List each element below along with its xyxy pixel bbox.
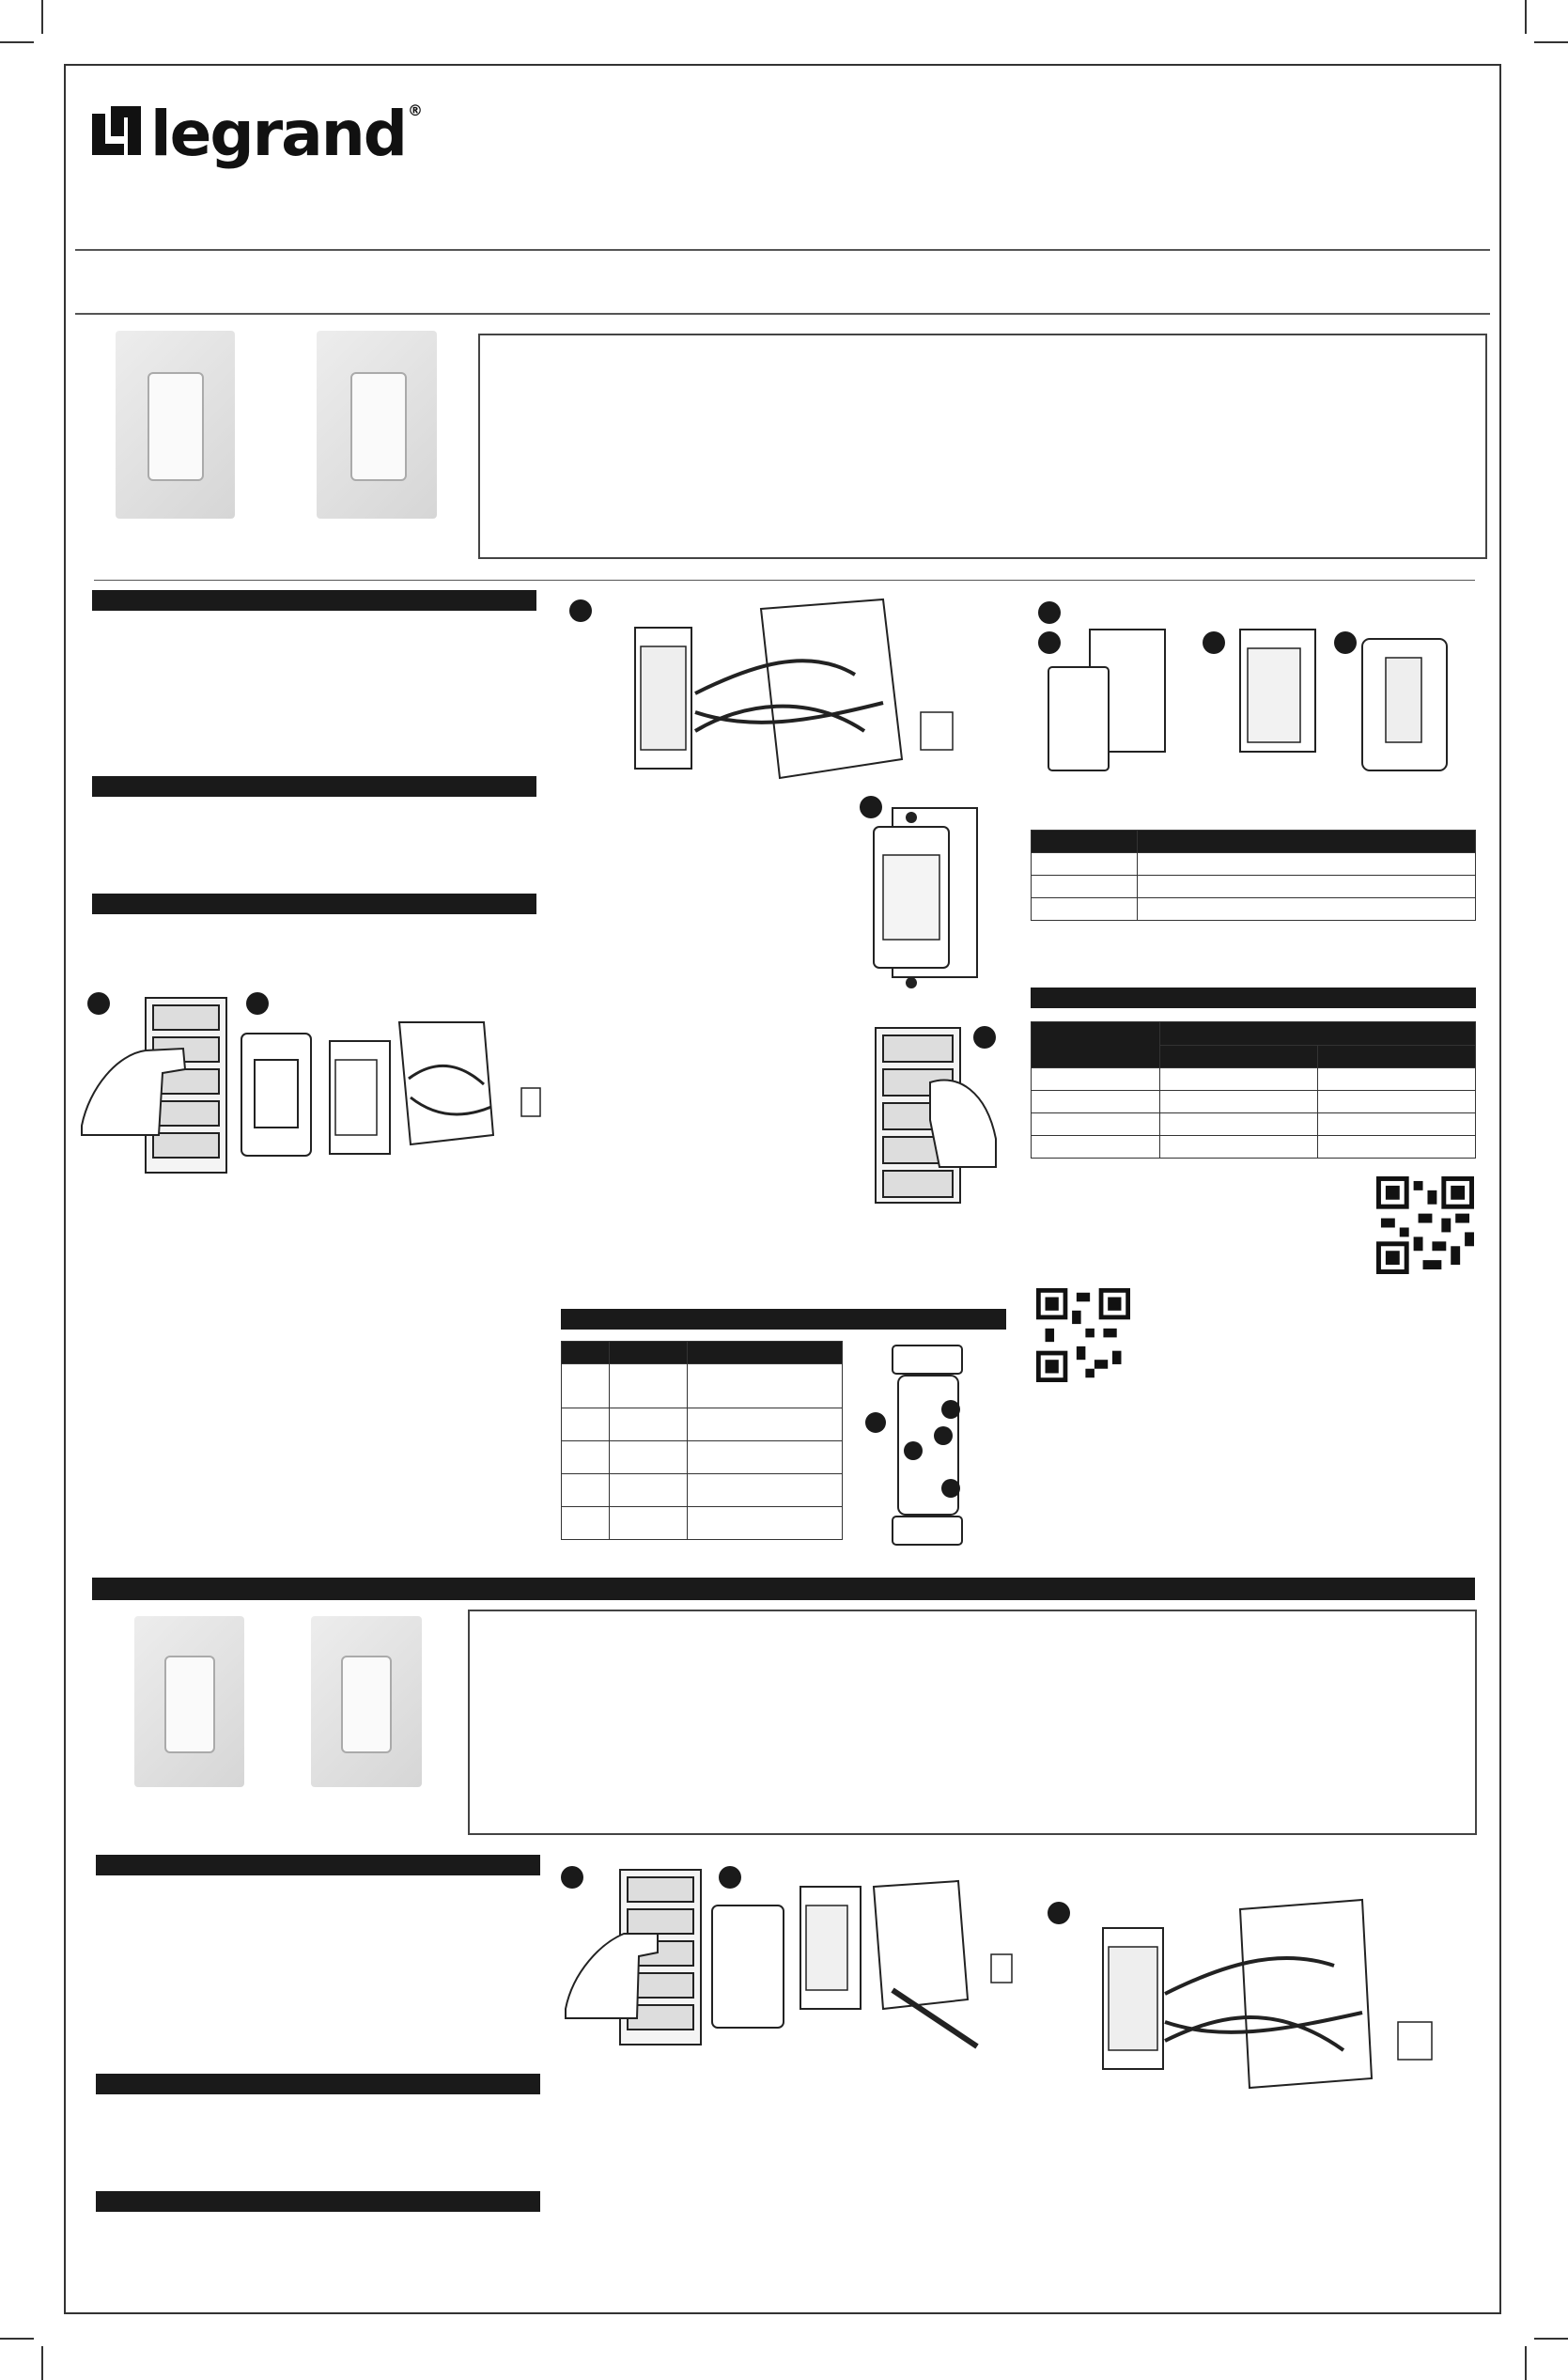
legrand-logo-icon (92, 106, 141, 163)
wiring-diagram-icon (620, 590, 958, 797)
ratings-table (1031, 1021, 1476, 1159)
section-header (561, 1309, 1006, 1330)
section-header (96, 2191, 540, 2212)
divider (94, 580, 1475, 581)
qr-code-icon[interactable] (1036, 1288, 1130, 1382)
brand-logo (92, 98, 421, 170)
crop-mark (1525, 2346, 1527, 2380)
product-photo (116, 331, 235, 519)
outlet-icon (147, 372, 204, 481)
section-header (1031, 988, 1476, 1008)
crop-mark (41, 2346, 43, 2380)
brand-name: legrand ® (150, 98, 421, 170)
specs-table (1031, 830, 1476, 921)
product-photo (311, 1616, 422, 1787)
product-photo (134, 1616, 244, 1787)
product-photo (317, 331, 437, 519)
crop-mark (1534, 2338, 1568, 2340)
crop-mark (0, 41, 34, 43)
section-header (92, 1578, 1475, 1600)
wiring-diagram-icon (1033, 611, 1484, 789)
breaker-panel-icon (874, 1026, 1005, 1205)
step-number-icon (1048, 1902, 1070, 1924)
info-box (468, 1610, 1477, 1835)
section-header (92, 894, 536, 914)
crop-mark (0, 2338, 34, 2340)
wiring-diagram-icon (80, 994, 540, 1173)
wiring-diagram-icon (1090, 1890, 1437, 2103)
wiring-diagram-icon (564, 1868, 1015, 2046)
section-header (92, 776, 536, 797)
crop-mark (1534, 41, 1568, 43)
info-box (478, 334, 1487, 559)
crop-mark (41, 0, 43, 34)
section-header (96, 2074, 540, 2094)
divider (75, 249, 1490, 251)
outlet-icon (341, 1656, 392, 1753)
hand-icon (930, 1081, 996, 1168)
crop-mark (1525, 0, 1527, 34)
outlet-icon (864, 799, 996, 996)
led-table (561, 1341, 843, 1540)
outlet-icon (350, 372, 407, 481)
outlet-icon (164, 1656, 215, 1753)
divider (75, 313, 1490, 315)
outlet-icon (864, 1342, 977, 1548)
qr-code-icon[interactable] (1374, 1176, 1476, 1274)
section-header (92, 590, 536, 611)
section-header (96, 1855, 540, 1875)
step-number-icon (569, 599, 592, 622)
